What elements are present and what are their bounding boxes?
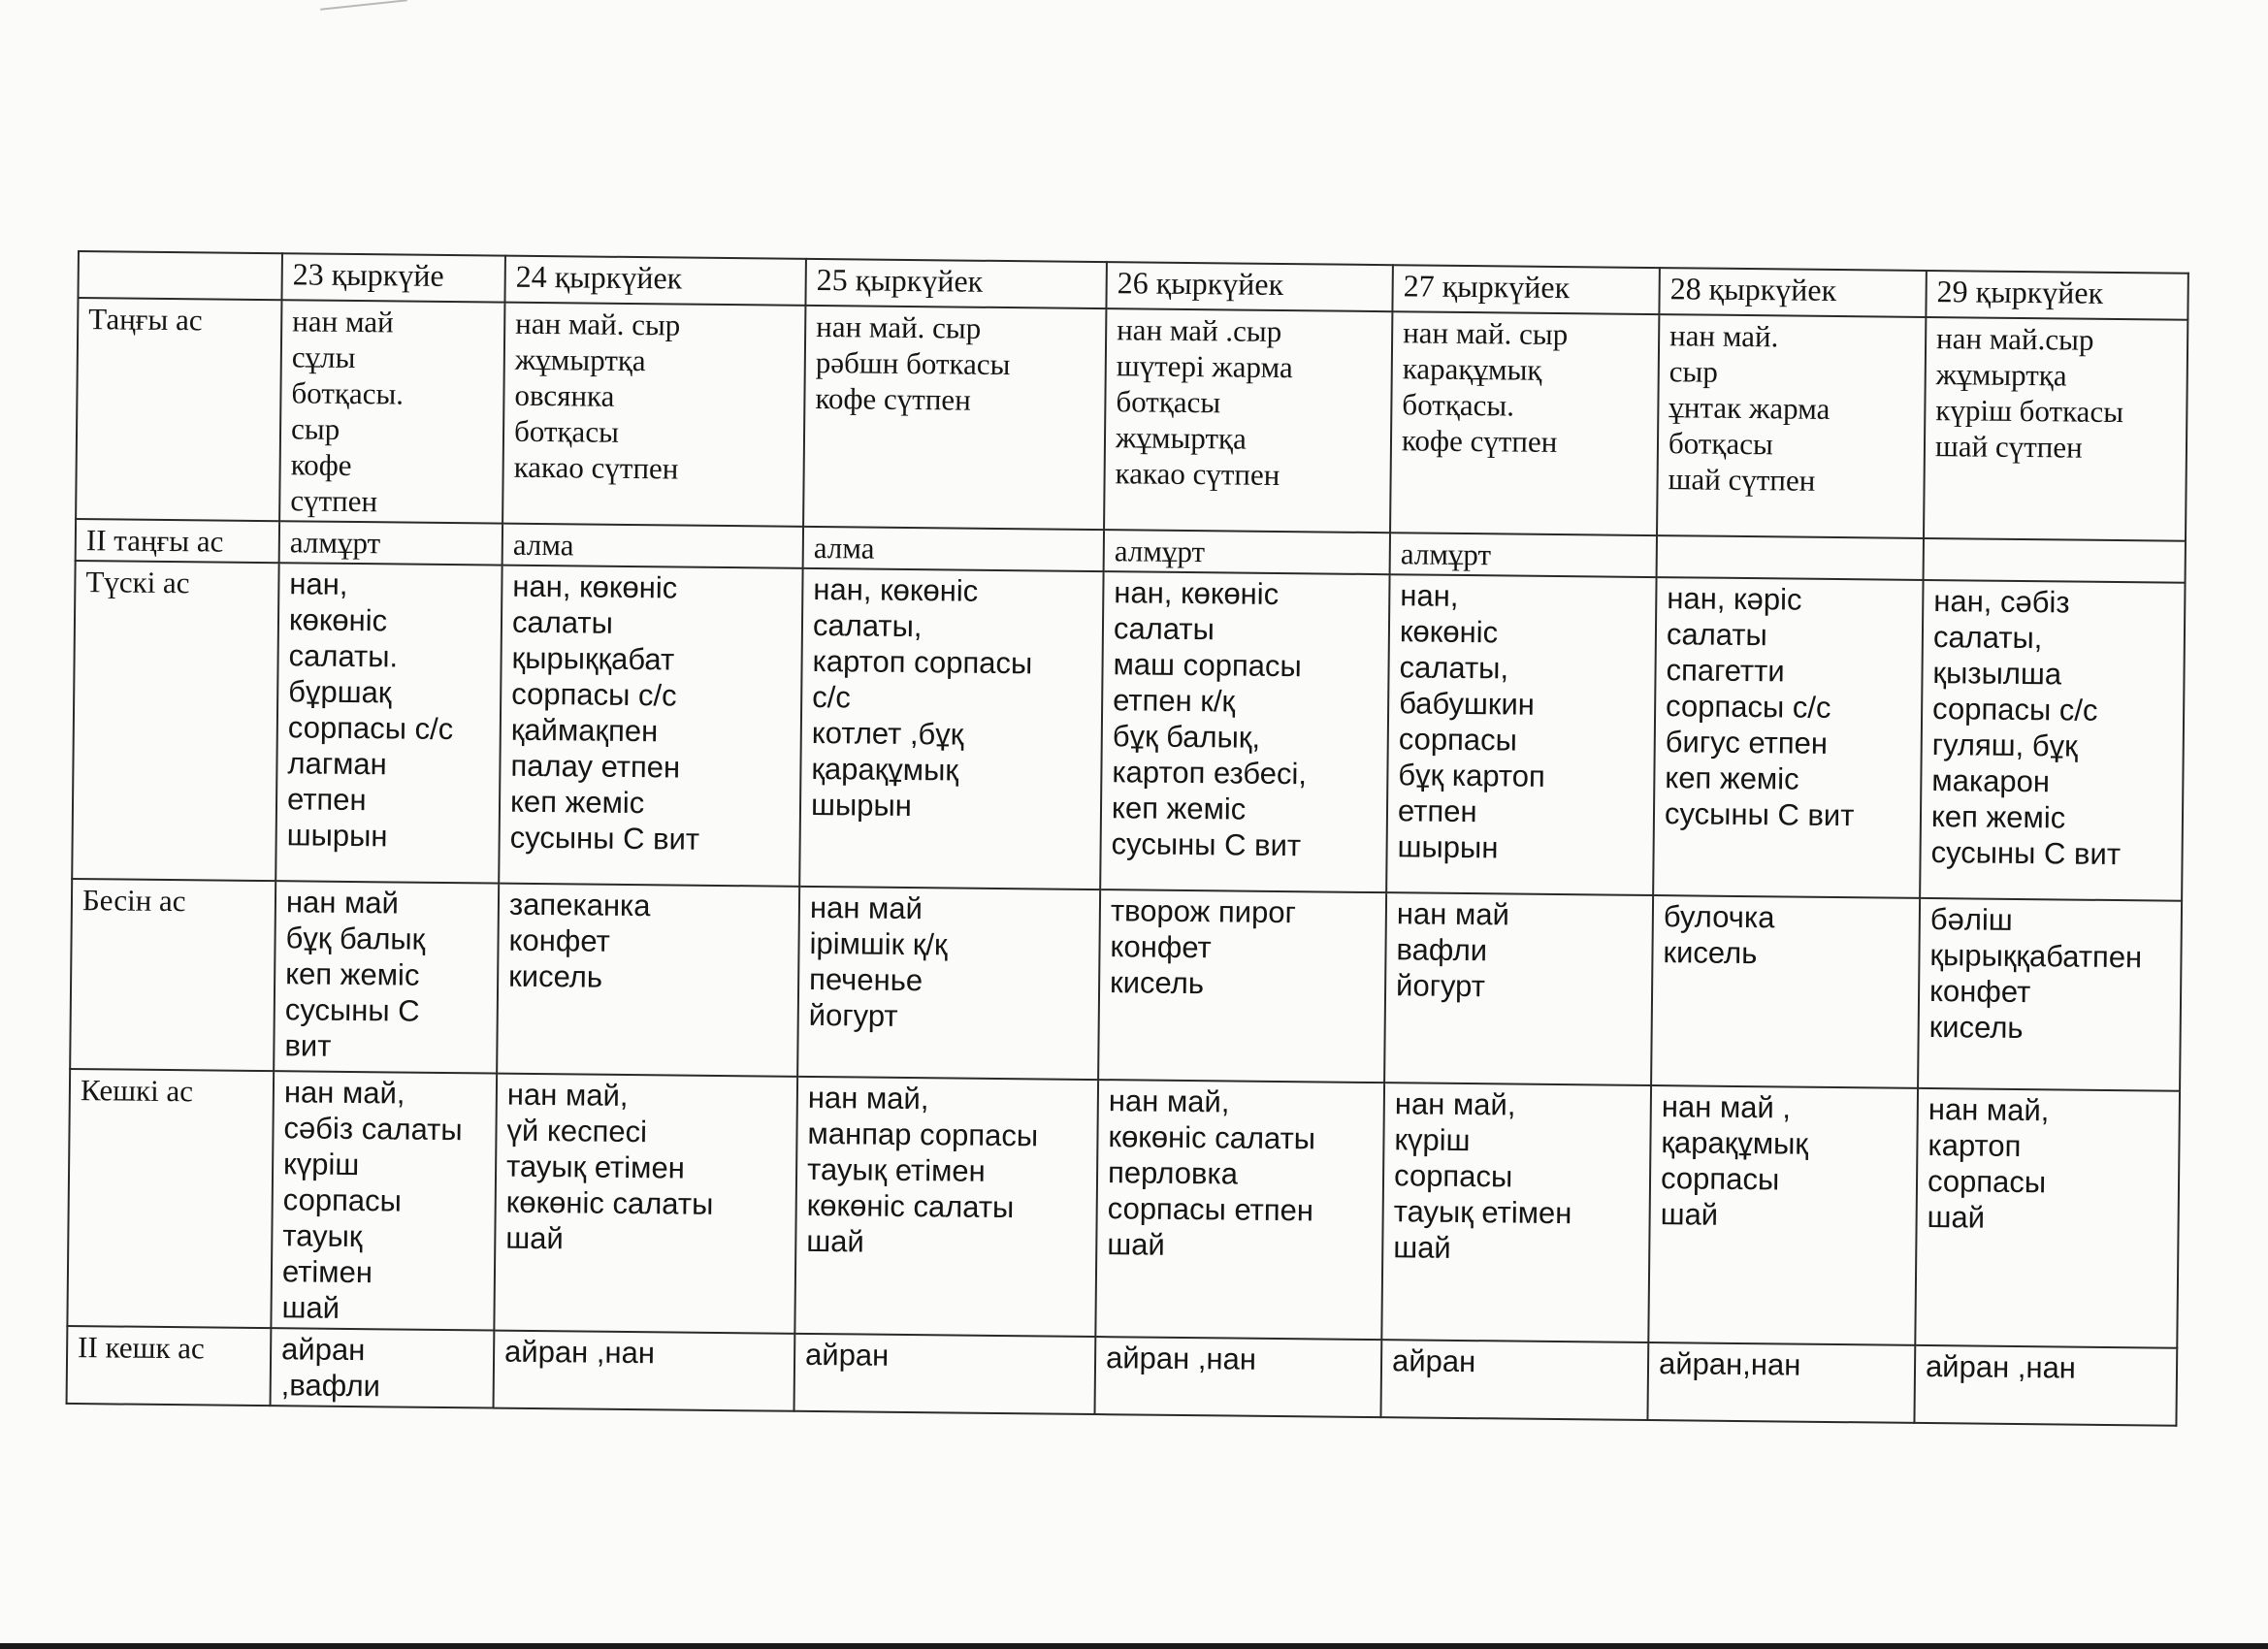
menu-cell: нан май.сыр жұмыртқа күріш боткасы шай сүтпен bbox=[1924, 317, 2187, 541]
day-header: 25 қыркүйек bbox=[805, 259, 1106, 308]
menu-cell: нан май, манпар сорпасы тауық етімен көкөніс салаты шай bbox=[794, 1077, 1098, 1337]
menu-cell: айран,нан bbox=[1647, 1342, 1915, 1423]
table-row-dinner bbox=[67, 1069, 2180, 1348]
menu-cell: нан май. сыр рәбшн боткасы кофе сүтпен bbox=[803, 306, 1106, 530]
corner-cell bbox=[78, 251, 281, 300]
menu-cell: нан, көкөніс салаты. бұршақ сорпасы с/с лагман етпен шырын bbox=[275, 563, 502, 883]
weekly-menu-table bbox=[66, 250, 2189, 1427]
menu-cell: нан май ірімшік қ/қ печенье йогурт bbox=[797, 887, 1100, 1080]
menu-cell: нан, көкөніс салаты қырыққабат сорпасы с/с қаймақпен палау етпен кеп жеміс сусыны С вит bbox=[499, 566, 802, 887]
menu-cell: нан май, үй кеспесі тауық етімен көкөніс салаты шай bbox=[494, 1074, 797, 1334]
meal-label: Бесін ас bbox=[70, 879, 275, 1071]
menu-cell: нан май, сәбіз салаты күріш сорпасы тауық етімен шай bbox=[271, 1071, 497, 1330]
menu-cell: айран ,нан bbox=[1914, 1345, 2177, 1426]
menu-cell: алмұрт bbox=[1104, 530, 1390, 574]
table-row-breakfast bbox=[76, 298, 2187, 541]
menu-cell: нан май. сыр жұмыртқа овсянка ботқасы какао сүтпен bbox=[502, 303, 805, 527]
scan-bottom-edge bbox=[0, 1643, 2268, 1649]
day-header: 26 қыркүйек bbox=[1106, 262, 1392, 311]
menu-cell bbox=[1657, 535, 1924, 580]
day-header: 24 қыркүйек bbox=[504, 256, 805, 306]
day-header: 29 қыркүйек bbox=[1926, 271, 2187, 320]
menu-cell: нан, көкөніс салаты маш сорпасы етпен к/қ бұқ балық, картоп езбесі, кеп жеміс сусыны С вит bbox=[1100, 571, 1389, 892]
menu-cell: алмұрт bbox=[1390, 533, 1657, 577]
menu-cell: алмұрт bbox=[279, 521, 502, 565]
menu-cell: творож пирог конфет кисель bbox=[1098, 889, 1386, 1083]
menu-cell: нан май бұқ балық кеп жеміс сусыны С вит bbox=[274, 881, 499, 1073]
menu-cell: нан май, картоп сорпасы шай bbox=[1915, 1088, 2180, 1348]
scan-mark bbox=[320, 0, 407, 11]
menu-cell: нан май. сыр ұнтак жарма ботқасы шай сүтпен bbox=[1657, 314, 1926, 538]
table-row-afternoon-snack bbox=[70, 879, 2182, 1091]
menu-cell: нан, сәбіз салаты, қызылша сорпасы с/с гуляш, бұқ макарон кеп жеміс сусыны С вит bbox=[1920, 580, 2185, 901]
menu-cell: нан, көкөніс салаты, бабушкин сорпасы бұқ картоп етпен шырын bbox=[1386, 574, 1656, 895]
menu-cell: алма bbox=[502, 524, 803, 568]
menu-cell: айран bbox=[1380, 1340, 1648, 1420]
meal-label: ІІ кешк ас bbox=[67, 1326, 272, 1406]
menu-cell: булочка кисель bbox=[1651, 895, 1920, 1088]
menu-cell bbox=[1924, 538, 2186, 583]
menu-cell: нан май , қарақұмық сорпасы шай bbox=[1648, 1085, 1918, 1345]
menu-cell: алма bbox=[803, 527, 1104, 571]
table-row-lunch bbox=[72, 561, 2185, 901]
menu-cell: нан май. сыр карақұмық ботқасы. кофе сүтпен bbox=[1390, 311, 1659, 535]
menu-cell: нан май вафли йогурт bbox=[1384, 892, 1653, 1085]
menu-cell: айран ,нан bbox=[494, 1331, 795, 1411]
menu-cell: нан май сұлы ботқасы. сыр кофе сүтпен bbox=[279, 300, 504, 523]
meal-label: ІІ таңғы ас bbox=[76, 519, 279, 563]
menu-cell: запеканка конфет кисель bbox=[497, 884, 799, 1077]
day-header: 28 қыркүйек bbox=[1659, 268, 1926, 317]
day-header: 27 қыркүйек bbox=[1392, 265, 1659, 314]
menu-cell: нан май, көкөніс салаты перловка сорпасы етпен шай bbox=[1095, 1080, 1384, 1340]
meal-label: Кешкі ас bbox=[67, 1069, 274, 1328]
menu-cell: нан май, күріш сорпасы тауық етімен шай bbox=[1381, 1083, 1651, 1342]
menu-cell: бәліш қырыққабатпен конфет кисель bbox=[1918, 898, 2182, 1091]
menu-cell: нан, кәріс салаты спагетти сорпасы с/с бигус етпен кеп жеміс сусыны С вит bbox=[1653, 577, 1923, 898]
meal-label: Таңғы ас bbox=[76, 298, 281, 521]
menu-cell: айран ,нан bbox=[1094, 1337, 1381, 1417]
menu-cell: нан, көкөніс салаты, картоп сорпасы с/с котлет ,бұқ қарақұмық шырын bbox=[799, 568, 1103, 889]
menu-cell: айран ,вафли bbox=[271, 1328, 495, 1407]
menu-cell: айран bbox=[794, 1334, 1096, 1414]
menu-cell: нан май .сыр шүтерi жарма ботқасы жұмыртқа какао сүтпен bbox=[1104, 308, 1392, 533]
meal-label: Түскі ас bbox=[72, 561, 278, 881]
day-header: 23 қыркүйе bbox=[281, 253, 504, 302]
